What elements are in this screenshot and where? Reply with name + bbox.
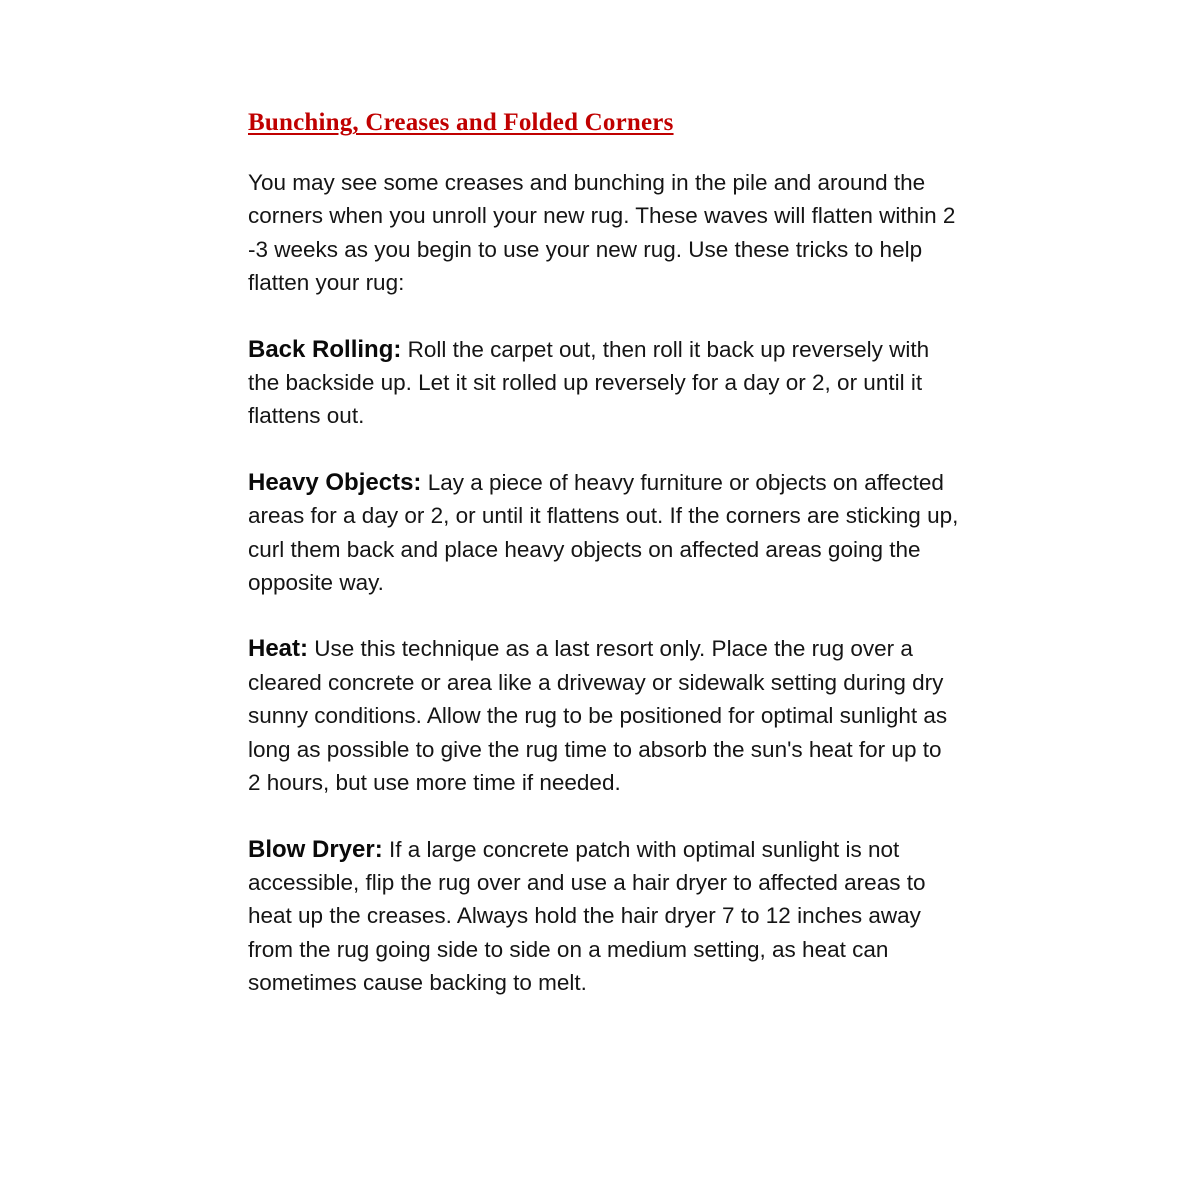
section-text-heavy-objects: Lay a piece of heavy furniture or objects on affected areas for a day or 2, or until it flattens out. If the corners are sticking up, curl them back and place heavy objects on affected areas going the opposite way. <box>248 469 959 596</box>
section-label-heat: Heat: <box>248 635 309 663</box>
document-content <box>248 108 960 1000</box>
intro-paragraph: You may see some creases and bunching in the pile and around the corners when you unroll your new rug. These waves will flatten within 2 -3 weeks as you begin to use your new rug. Use these tricks to help flatten your rug: <box>248 170 956 296</box>
section-label-back-rolling: Back Rolling: <box>248 335 402 363</box>
section-paragraph-heavy-objects <box>248 466 960 600</box>
section-text-back-rolling: Roll the carpet out, then roll it back up reversely with the backside up. Let it sit rolled up reversely for a day or 2, or until it flattens out. <box>248 336 930 429</box>
section-paragraph-heat <box>248 632 960 799</box>
section-text-heat: Use this technique as a last resort only. Place the rug over a cleared concrete or area like a driveway or sidewalk setting during dry sunny conditions. Allow the rug to be positioned for optimal sunlight as long as possible to give the rug time to absorb the sun's heat for up to 2 hours, but use more time if needed. <box>248 636 948 796</box>
section-paragraph-blow-dryer <box>248 833 960 1000</box>
document-heading: Bunching, Creases and Folded Corners <box>248 109 674 136</box>
section-text-blow-dryer: If a large concrete patch with optimal sunlight is not accessible, flip the rug over and use a hair dryer to affected areas to heat up the creases. Always hold the hair dryer 7 to 12 inches away from the rug going side to side on a medium setting, as heat can sometimes cause backing to melt. <box>248 836 926 996</box>
section-label-heavy-objects: Heavy Objects: <box>248 468 422 496</box>
section-paragraph-back-rolling <box>248 333 960 433</box>
section-label-blow-dryer: Blow Dryer: <box>248 835 383 863</box>
